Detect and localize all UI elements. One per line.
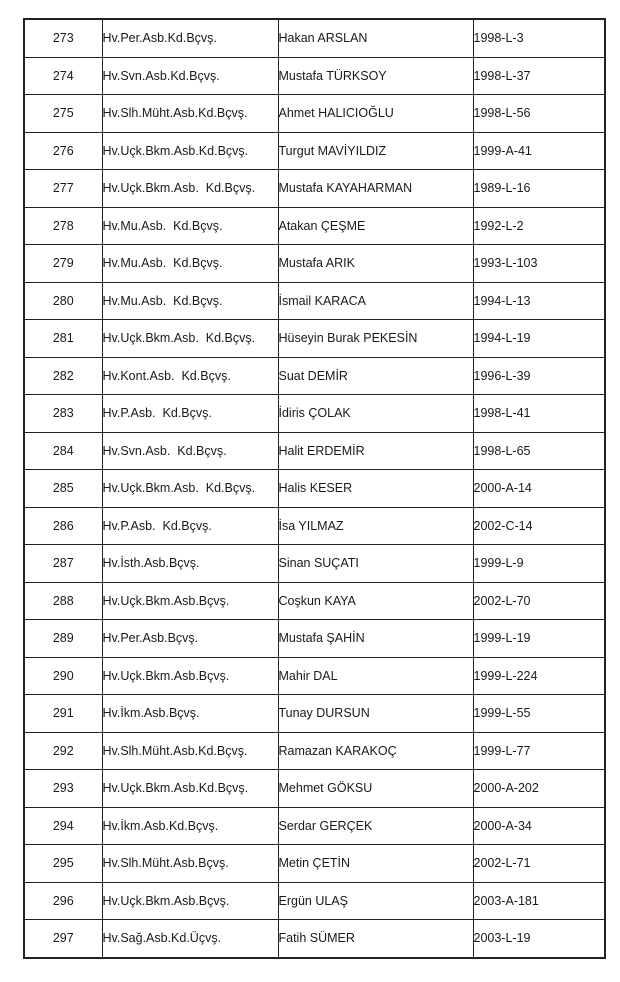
table-row <box>24 282 605 320</box>
rank-cell: Hv.İkm.Asb.Bçvş. <box>102 695 278 733</box>
name-cell: Metin ÇETİN <box>278 845 473 883</box>
registry-code-cell: 2002-L-71 <box>473 845 605 883</box>
table-row <box>24 95 605 133</box>
row-number-cell: 277 <box>24 170 102 208</box>
table-row <box>24 545 605 583</box>
registry-code-cell: 1998-L-65 <box>473 432 605 470</box>
name-cell: İsa YILMAZ <box>278 507 473 545</box>
rank-cell: Hv.Uçk.Bkm.Asb. Kd.Bçvş. <box>102 470 278 508</box>
rank-cell: Hv.Uçk.Bkm.Asb.Kd.Bçvş. <box>102 132 278 170</box>
table-row <box>24 582 605 620</box>
row-number-cell: 282 <box>24 357 102 395</box>
registry-code-cell: 2002-C-14 <box>473 507 605 545</box>
row-number-cell: 291 <box>24 695 102 733</box>
registry-code-cell: 1992-L-2 <box>473 207 605 245</box>
registry-code-cell: 1996-L-39 <box>473 357 605 395</box>
name-cell: Halit ERDEMİR <box>278 432 473 470</box>
registry-code-cell: 2000-A-14 <box>473 470 605 508</box>
registry-code-cell: 1999-A-41 <box>473 132 605 170</box>
rank-cell: Hv.Slh.Müht.Asb.Bçvş. <box>102 845 278 883</box>
row-number-cell: 289 <box>24 620 102 658</box>
row-number-cell: 296 <box>24 882 102 920</box>
table-row <box>24 657 605 695</box>
table-row <box>24 57 605 95</box>
name-cell: İsmail KARACA <box>278 282 473 320</box>
registry-code-cell: 1994-L-13 <box>473 282 605 320</box>
name-cell: Serdar GERÇEK <box>278 807 473 845</box>
row-number-cell: 284 <box>24 432 102 470</box>
row-number-cell: 274 <box>24 57 102 95</box>
row-number-cell: 283 <box>24 395 102 433</box>
rank-cell: Hv.Slh.Müht.Asb.Kd.Bçvş. <box>102 95 278 133</box>
rank-cell: Hv.Per.Asb.Bçvş. <box>102 620 278 658</box>
rank-cell: Hv.Uçk.Bkm.Asb.Bçvş. <box>102 882 278 920</box>
rank-cell: Hv.İsth.Asb.Bçvş. <box>102 545 278 583</box>
table-row <box>24 320 605 358</box>
name-cell: Tunay DURSUN <box>278 695 473 733</box>
registry-code-cell: 1998-L-41 <box>473 395 605 433</box>
name-cell: Ahmet HALICIOĞLU <box>278 95 473 133</box>
registry-code-cell: 1999-L-77 <box>473 732 605 770</box>
row-number-cell: 294 <box>24 807 102 845</box>
name-cell: İdiris ÇOLAK <box>278 395 473 433</box>
table-row <box>24 357 605 395</box>
table-row <box>24 132 605 170</box>
name-cell: Halis KESER <box>278 470 473 508</box>
row-number-cell: 290 <box>24 657 102 695</box>
table-row <box>24 770 605 808</box>
registry-code-cell: 1998-L-3 <box>473 19 605 57</box>
row-number-cell: 285 <box>24 470 102 508</box>
row-number-cell: 280 <box>24 282 102 320</box>
registry-code-cell: 1999-L-224 <box>473 657 605 695</box>
rank-cell: Hv.Slh.Müht.Asb.Kd.Bçvş. <box>102 732 278 770</box>
rank-cell: Hv.Uçk.Bkm.Asb.Bçvş. <box>102 582 278 620</box>
rank-cell: Hv.Uçk.Bkm.Asb.Bçvş. <box>102 657 278 695</box>
row-number-cell: 278 <box>24 207 102 245</box>
rank-cell: Hv.Uçk.Bkm.Asb.Kd.Bçvş. <box>102 770 278 808</box>
registry-code-cell: 2002-L-70 <box>473 582 605 620</box>
table-row <box>24 507 605 545</box>
rank-cell: Hv.Svn.Asb.Kd.Bçvş. <box>102 57 278 95</box>
name-cell: Hüseyin Burak PEKESİN <box>278 320 473 358</box>
rank-cell: Hv.P.Asb. Kd.Bçvş. <box>102 395 278 433</box>
rank-cell: Hv.Mu.Asb. Kd.Bçvş. <box>102 207 278 245</box>
table-row <box>24 207 605 245</box>
registry-code-cell: 1998-L-37 <box>473 57 605 95</box>
name-cell: Ramazan KARAKOÇ <box>278 732 473 770</box>
table-row <box>24 845 605 883</box>
name-cell: Mustafa KAYAHARMAN <box>278 170 473 208</box>
name-cell: Mustafa TÜRKSOY <box>278 57 473 95</box>
name-cell: Mehmet GÖKSU <box>278 770 473 808</box>
registry-code-cell: 2000-A-34 <box>473 807 605 845</box>
registry-code-cell: 1989-L-16 <box>473 170 605 208</box>
rank-cell: Hv.İkm.Asb.Kd.Bçvş. <box>102 807 278 845</box>
row-number-cell: 279 <box>24 245 102 283</box>
table-row <box>24 170 605 208</box>
rank-cell: Hv.Per.Asb.Kd.Bçvş. <box>102 19 278 57</box>
table-row <box>24 920 605 958</box>
registry-code-cell: 2000-A-202 <box>473 770 605 808</box>
row-number-cell: 276 <box>24 132 102 170</box>
table-row <box>24 432 605 470</box>
row-number-cell: 281 <box>24 320 102 358</box>
table-row <box>24 807 605 845</box>
name-cell: Atakan ÇEŞME <box>278 207 473 245</box>
name-cell: Mahir DAL <box>278 657 473 695</box>
table-row <box>24 732 605 770</box>
table-row <box>24 19 605 57</box>
registry-code-cell: 1998-L-56 <box>473 95 605 133</box>
name-cell: Mustafa ARIK <box>278 245 473 283</box>
rank-cell: Hv.Mu.Asb. Kd.Bçvş. <box>102 282 278 320</box>
rank-cell: Hv.Kont.Asb. Kd.Bçvş. <box>102 357 278 395</box>
rank-cell: Hv.Uçk.Bkm.Asb. Kd.Bçvş. <box>102 320 278 358</box>
row-number-cell: 292 <box>24 732 102 770</box>
name-cell: Fatih SÜMER <box>278 920 473 958</box>
name-cell: Hakan ARSLAN <box>278 19 473 57</box>
name-cell: Sinan SUÇATI <box>278 545 473 583</box>
registry-code-cell: 2003-A-181 <box>473 882 605 920</box>
row-number-cell: 273 <box>24 19 102 57</box>
row-number-cell: 295 <box>24 845 102 883</box>
table-row <box>24 245 605 283</box>
rank-cell: Hv.Sağ.Asb.Kd.Üçvş. <box>102 920 278 958</box>
table-row <box>24 470 605 508</box>
table-row <box>24 620 605 658</box>
rank-cell: Hv.P.Asb. Kd.Bçvş. <box>102 507 278 545</box>
name-cell: Suat DEMİR <box>278 357 473 395</box>
registry-code-cell: 1999-L-9 <box>473 545 605 583</box>
personnel-table <box>23 18 606 959</box>
name-cell: Mustafa ŞAHİN <box>278 620 473 658</box>
row-number-cell: 287 <box>24 545 102 583</box>
registry-code-cell: 1999-L-19 <box>473 620 605 658</box>
registry-code-cell: 1999-L-55 <box>473 695 605 733</box>
rank-cell: Hv.Mu.Asb. Kd.Bçvş. <box>102 245 278 283</box>
registry-code-cell: 2003-L-19 <box>473 920 605 958</box>
name-cell: Coşkun KAYA <box>278 582 473 620</box>
name-cell: Turgut MAVİYILDIZ <box>278 132 473 170</box>
row-number-cell: 275 <box>24 95 102 133</box>
table-row <box>24 695 605 733</box>
row-number-cell: 297 <box>24 920 102 958</box>
registry-code-cell: 1994-L-19 <box>473 320 605 358</box>
personnel-table-body <box>24 19 605 958</box>
name-cell: Ergün ULAŞ <box>278 882 473 920</box>
rank-cell: Hv.Svn.Asb. Kd.Bçvş. <box>102 432 278 470</box>
registry-code-cell: 1993-L-103 <box>473 245 605 283</box>
rank-cell: Hv.Uçk.Bkm.Asb. Kd.Bçvş. <box>102 170 278 208</box>
row-number-cell: 288 <box>24 582 102 620</box>
row-number-cell: 286 <box>24 507 102 545</box>
table-row <box>24 395 605 433</box>
table-row <box>24 882 605 920</box>
row-number-cell: 293 <box>24 770 102 808</box>
